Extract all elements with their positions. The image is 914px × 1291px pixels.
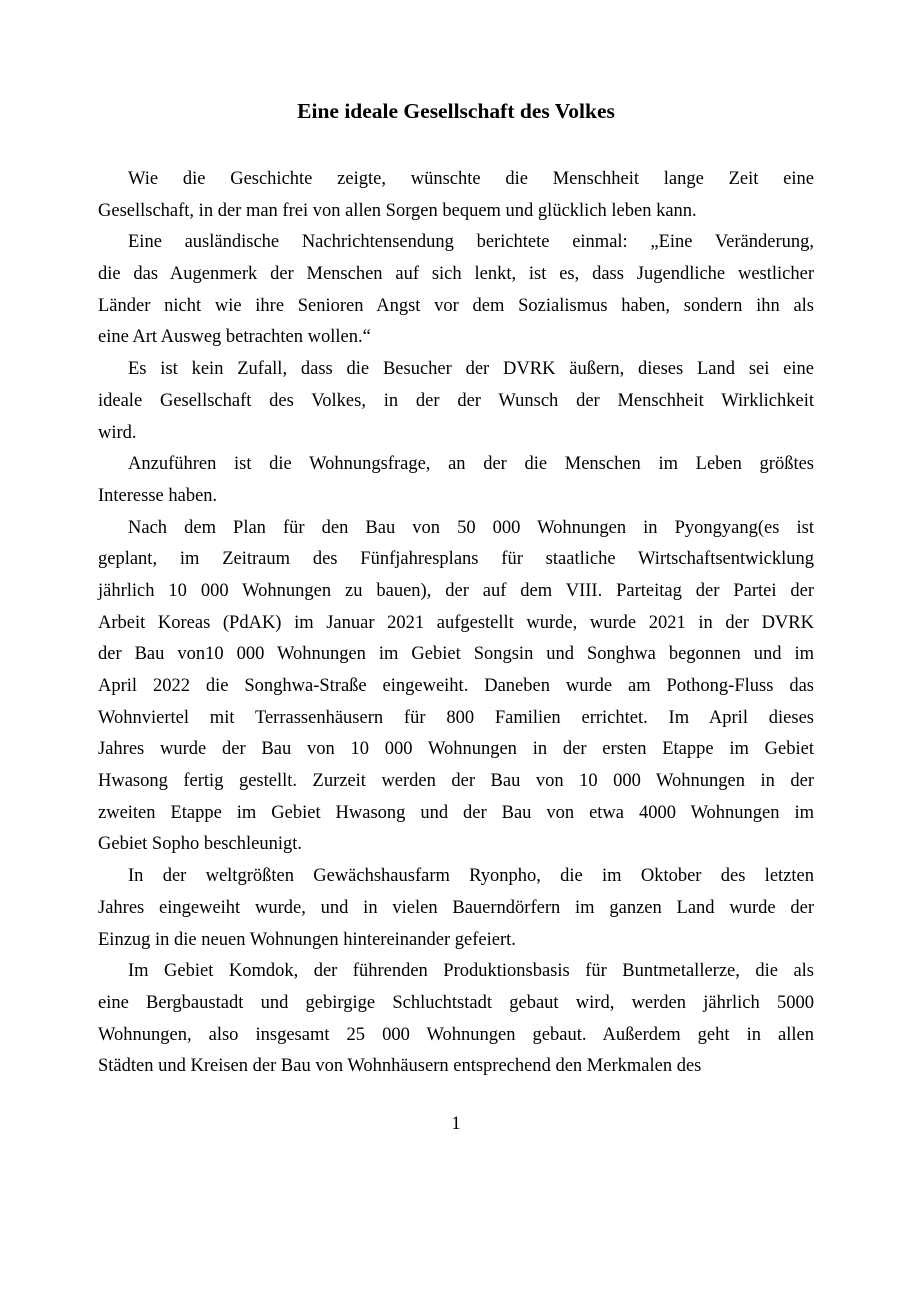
paragraph <box>98 449 814 512</box>
text-line: Wie die Geschichte zeigte, wünschte die Menschheit lange Zeit eine <box>128 169 814 189</box>
text-line: eine Bergbaustadt und gebirgige Schluchtstadt gebaut wird, werden jährlich 5000 <box>98 992 814 1013</box>
text-line: geplant, im Zeitraum des Fünfjahresplans für staatliche Wirtschaftsentwicklung <box>98 549 814 570</box>
paragraph <box>98 861 814 956</box>
document-body <box>98 164 814 1083</box>
text-line: Jahres eingeweiht wurde, und in vielen Bauerndörfern im ganzen Land wurde der <box>98 897 814 918</box>
text-line: Eine ausländische Nachrichtensendung berichtete einmal: „Eine Veränderung, <box>128 232 814 253</box>
page-number: 1 <box>451 1114 461 1134</box>
text-line: der Bau von10 000 Wohnungen im Gebiet Songsin und Songhwa begonnen und im <box>98 644 814 665</box>
text-line: Im Gebiet Komdok, der führenden Produktionsbasis für Buntmetallerze, die als <box>128 961 814 982</box>
text-line: April 2022 die Songhwa-Straße eingeweiht. Daneben wurde am Pothong-Fluss das <box>98 676 814 696</box>
text-line: Städten und Kreisen der Bau von Wohnhäusern entsprechend den Merkmalen des <box>98 1056 702 1077</box>
text-line: Jahres wurde der Bau von 10 000 Wohnungen in der ersten Etappe im Gebiet <box>98 739 814 760</box>
text-line: jährlich 10 000 Wohnungen zu bauen), der auf dem VIII. Parteitag der Partei der <box>98 580 814 601</box>
paragraph <box>98 513 814 862</box>
paragraph <box>98 956 814 1083</box>
text-line: die das Augenmerk der Menschen auf sich lenkt, ist es, dass Jugendliche westlicher <box>98 264 814 285</box>
page-title: Eine ideale Gesellschaft des Volkes <box>297 99 615 123</box>
text-line: ideale Gesellschaft des Volkes, in der der Wunsch der Menschheit Wirklichkeit <box>98 390 814 411</box>
text-line: Gebiet Sopho beschleunigt. <box>98 834 302 855</box>
text-line: Wohnviertel mit Terrassenhäusern für 800 Familien errichtet. Im April dieses <box>98 707 814 728</box>
text-line: zweiten Etappe im Gebiet Hwasong und der Bau von etwa 4000 Wohnungen im <box>98 802 814 823</box>
text-line: Interesse haben. <box>98 485 218 506</box>
text-line: Nach dem Plan für den Bau von 50 000 Wohnungen in Pyongyang(es ist <box>128 517 814 538</box>
paragraph <box>98 164 814 227</box>
paragraph <box>98 354 814 449</box>
text-line: Arbeit Koreas (PdAK) im Januar 2021 aufgestellt wurde, wurde 2021 in der DVRK <box>98 612 814 633</box>
text-line: Anzuführen ist die Wohnungsfrage, an der die Menschen im Leben größtes <box>128 454 814 475</box>
text-line: In der weltgrößten Gewächshausfarm Ryonpho, die im Oktober des letzten <box>128 866 814 887</box>
text-line: Wohnungen, also insgesamt 25 000 Wohnungen gebaut. Außerdem geht in allen <box>98 1024 814 1045</box>
text-line: Hwasong fertig gestellt. Zurzeit werden der Bau von 10 000 Wohnungen in der <box>98 771 814 792</box>
text-line: eine Art Ausweg betrachten wollen.“ <box>98 327 371 348</box>
text-line: wird. <box>98 422 137 443</box>
text-line: Es ist kein Zufall, dass die Besucher der DVRK äußern, dieses Land sei eine <box>128 359 814 380</box>
text-line: Einzug in die neuen Wohnungen hintereinander gefeiert. <box>98 929 516 950</box>
text-line: Gesellschaft, in der man frei von allen Sorgen bequem und glücklich leben kann. <box>98 200 697 221</box>
paragraph <box>98 227 814 354</box>
text-line: Länder nicht wie ihre Senioren Angst vor dem Sozialismus haben, sondern ihn als <box>98 295 814 316</box>
